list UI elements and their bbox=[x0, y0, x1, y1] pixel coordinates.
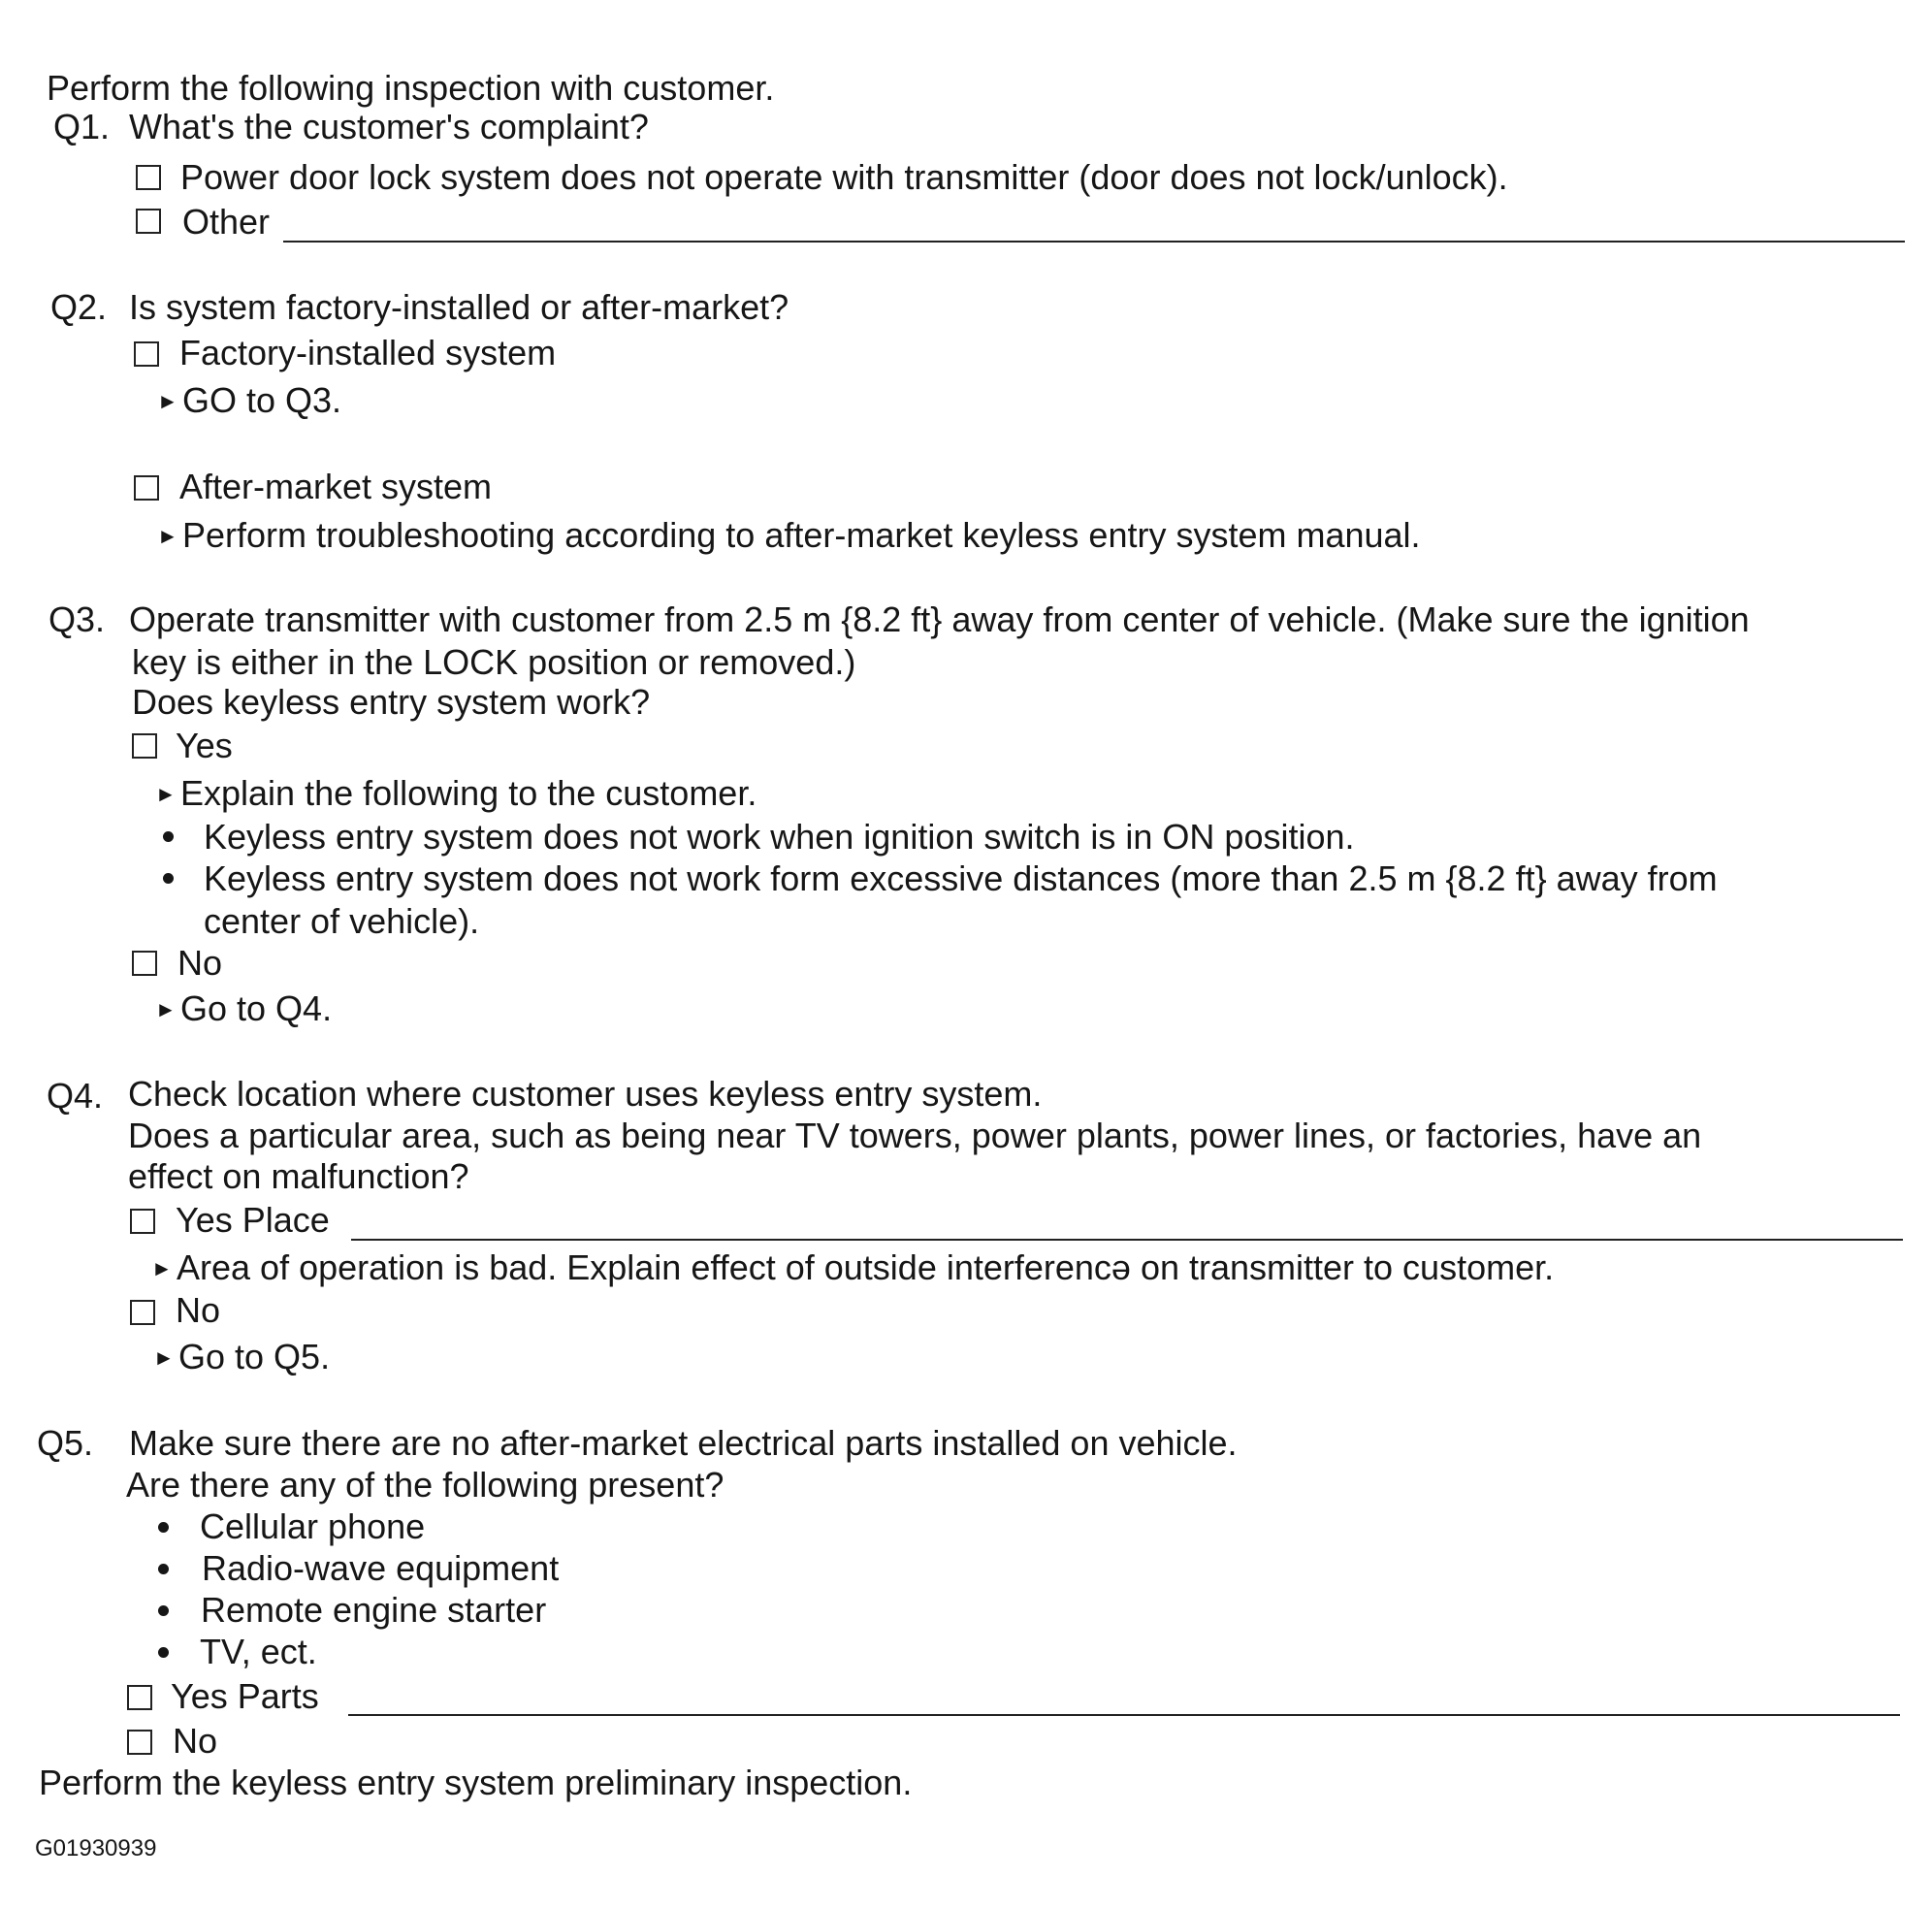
bullet-icon bbox=[158, 1605, 169, 1616]
q2-option2-label: After-market system bbox=[179, 467, 493, 506]
q5-item: Cellular phone bbox=[200, 1506, 426, 1546]
q2-action2: ► Perform troubleshooting according to after-market keyless entry system manual. bbox=[157, 515, 1421, 555]
q3-bullet1: Keyless entry system does not work when ignition switch is in ON position. bbox=[204, 817, 1355, 857]
q2-question: Is system factory-installed or after-market? bbox=[129, 287, 789, 327]
q4-place-fill-line[interactable] bbox=[351, 1239, 1903, 1241]
q4-no-action: ► Go to Q5. bbox=[153, 1337, 331, 1376]
arrow-icon: ► bbox=[155, 782, 177, 806]
q5-item: TV, ect. bbox=[200, 1632, 317, 1671]
figure-code: G01930939 bbox=[35, 1835, 157, 1861]
q5-question-line1: Make sure there are no after-market electrical parts installed on vehicle. bbox=[129, 1423, 1238, 1463]
q5-yes-checkbox[interactable] bbox=[127, 1685, 152, 1710]
q3-no-checkbox[interactable] bbox=[132, 951, 157, 976]
q3-yes-checkbox[interactable] bbox=[132, 733, 157, 759]
q3-number: Q3. bbox=[48, 599, 106, 639]
q3-question-line1: Operate transmitter with customer from 2.5 m {8.2 ft} away from center of vehicle. (Make sure the ignition bbox=[129, 599, 1750, 639]
q3-no-label: No bbox=[177, 943, 223, 983]
q1-option1-checkbox[interactable] bbox=[136, 165, 161, 190]
q1-other-fill-line[interactable] bbox=[283, 241, 1905, 243]
q4-yes-checkbox[interactable] bbox=[130, 1209, 155, 1234]
bullet-icon bbox=[163, 831, 174, 842]
q5-no-label: No bbox=[173, 1721, 218, 1761]
q4-question-line3: effect on malfunction? bbox=[128, 1156, 469, 1196]
q1-question: What's the customer's complaint? bbox=[129, 107, 649, 146]
q2-action1: ► GO to Q3. bbox=[157, 380, 342, 420]
q2-option2-checkbox[interactable] bbox=[134, 475, 159, 501]
intro-text: Perform the following inspection with customer. bbox=[47, 68, 775, 108]
q3-yes-action: ► Explain the following to the customer. bbox=[155, 773, 757, 813]
q1-number: Q1. bbox=[53, 107, 111, 146]
q1-option2-label: Other bbox=[182, 202, 271, 242]
closing-text: Perform the keyless entry system preliminary inspection. bbox=[39, 1763, 913, 1802]
q3-bullet2-line2: center of vehicle). bbox=[204, 901, 480, 941]
q5-parts-fill-line[interactable] bbox=[348, 1714, 1900, 1716]
arrow-icon: ► bbox=[157, 524, 178, 548]
q4-yes-action: ► Area of operation is bad. Explain effect of outside interferencə on transmitter to customer. bbox=[151, 1247, 1555, 1287]
q1-option2-checkbox[interactable] bbox=[136, 209, 161, 234]
q4-yes-label: Yes Place bbox=[176, 1200, 330, 1240]
q3-no-action: ► Go to Q4. bbox=[155, 988, 333, 1028]
q4-question-line2: Does a particular area, such as being near TV towers, power plants, power lines, or factories, have an bbox=[128, 1116, 1702, 1155]
bullet-icon bbox=[158, 1647, 169, 1658]
q4-question-line1: Check location where customer uses keyless entry system. bbox=[128, 1074, 1043, 1114]
bullet-icon bbox=[163, 873, 174, 884]
arrow-icon: ► bbox=[153, 1345, 175, 1370]
q4-no-checkbox[interactable] bbox=[130, 1300, 155, 1325]
q5-no-checkbox[interactable] bbox=[127, 1730, 152, 1755]
q4-number: Q4. bbox=[47, 1076, 104, 1116]
arrow-icon: ► bbox=[155, 997, 177, 1021]
q5-yes-label: Yes Parts bbox=[171, 1676, 319, 1716]
q5-item: Radio-wave equipment bbox=[202, 1548, 560, 1588]
bullet-icon bbox=[158, 1564, 169, 1574]
q3-yes-label: Yes bbox=[176, 726, 233, 765]
q2-number: Q2. bbox=[50, 287, 108, 327]
arrow-icon: ► bbox=[157, 389, 178, 413]
q3-question-line3: Does keyless entry system work? bbox=[132, 682, 651, 722]
q1-option1-label: Power door lock system does not operate with transmitter (door does not lock/unlock). bbox=[180, 157, 1508, 197]
q5-item: Remote engine starter bbox=[201, 1590, 547, 1630]
q5-number: Q5. bbox=[37, 1423, 94, 1463]
bullet-icon bbox=[158, 1522, 169, 1533]
q3-bullet2-line1: Keyless entry system does not work form excessive distances (more than 2.5 m {8.2 ft} away from bbox=[204, 858, 1718, 898]
q5-question-line2: Are there any of the following present? bbox=[126, 1465, 724, 1505]
q3-question-line2: key is either in the LOCK position or removed.) bbox=[132, 642, 856, 682]
q2-option1-checkbox[interactable] bbox=[134, 341, 159, 367]
q2-option1-label: Factory-installed system bbox=[179, 333, 557, 372]
q4-no-label: No bbox=[176, 1290, 221, 1330]
arrow-icon: ► bbox=[151, 1256, 173, 1280]
